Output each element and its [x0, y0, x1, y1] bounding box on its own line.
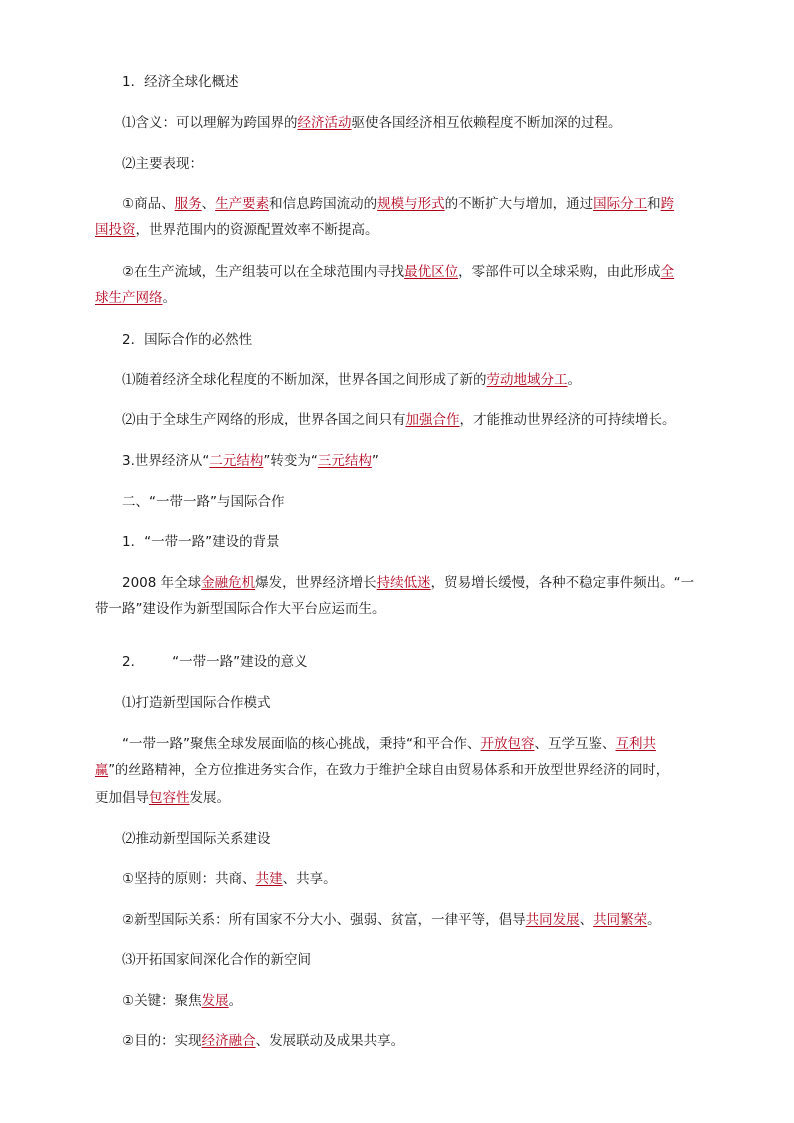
text: ②目的：实现: [122, 1033, 202, 1049]
keyword: 赢: [95, 763, 109, 778]
section-3-heading: [0, 451, 794, 471]
manifestation-1-line-2: [0, 220, 794, 240]
part-2-section-2-heading: [0, 652, 794, 672]
keyword: 共同繁荣: [593, 912, 648, 928]
significance-1-paragraph-line-3: [0, 788, 794, 808]
text: ”的丝路精神，全方位推进务实合作，在致力于维护全球自由贸易体系和开放型世界经济的同时，: [108, 763, 669, 778]
manifestation-2-line-1: [0, 262, 794, 282]
heading-number: 2．: [122, 654, 145, 670]
section-1-definition: [0, 113, 794, 133]
keyword: 劳动地域分工: [486, 372, 568, 388]
manifestation-1-line-1: [0, 194, 794, 214]
keyword: 跨: [660, 196, 675, 212]
text: 和: [647, 196, 661, 212]
text: ②新型国际关系：所有国家不分大小、强弱、贫富，一律平等，倡导: [122, 912, 526, 928]
keyword: 持续低迷: [376, 575, 431, 591]
text: 更加倡导: [95, 790, 149, 806]
text: ⑵推动新型国际关系建设: [122, 831, 271, 847]
text: 、: [201, 196, 216, 212]
keyword: 开放包容: [480, 736, 535, 752]
text: ”转变为“: [263, 453, 318, 469]
text: 2008 年全球: [122, 575, 202, 591]
background-paragraph-line-2: [0, 599, 794, 619]
keyword: 包容性: [149, 790, 190, 806]
text: ⑴含义：可以理解为跨国界的: [122, 115, 298, 131]
manifestation-2-line-2: [0, 288, 794, 308]
heading-text: 二、“一带一路”与国际合作: [122, 494, 285, 510]
significance-2-new-relations: [0, 910, 794, 930]
text: 、共享。: [282, 871, 337, 887]
keyword: 服务: [174, 196, 202, 212]
text: 3.世界经济从“: [122, 453, 210, 469]
heading-text: “一带一路”建设的意义: [172, 654, 308, 670]
keyword: 球生产网络: [95, 290, 163, 306]
keyword: 全: [660, 264, 675, 280]
keyword: 经济融合: [201, 1033, 256, 1049]
text: ①坚持的原则：共商、: [122, 871, 256, 887]
text: 。: [228, 993, 243, 1009]
text: ①关键：聚焦: [122, 993, 202, 1009]
text: ⑴随着经济全球化程度的不断加深，世界各国之间形成了新的: [122, 372, 487, 388]
text: 爆发，世界经济增长: [255, 575, 377, 591]
significance-3-heading: [0, 950, 794, 970]
section-2-point-2: [0, 410, 794, 430]
significance-2-principle: [0, 869, 794, 889]
text: ⑶开拓国家间深化合作的新空间: [122, 952, 311, 968]
text: ，贸易增长缓慢，各种不稳定事件频出。“一: [430, 575, 695, 591]
text: ⑴打造新型国际合作模式: [122, 695, 271, 711]
keyword: 规模与形式: [377, 196, 445, 212]
keyword: 三元结构: [317, 453, 372, 469]
text: ②在生产流域，生产组装可以在全球范围内寻找: [122, 264, 405, 280]
text: 。: [162, 290, 176, 306]
significance-1-heading: [0, 693, 794, 713]
text: 带一路”建设作为新型国际合作大平台应运而生。: [95, 601, 386, 617]
text: ⑵主要表现：: [122, 156, 203, 172]
text: 、发展联动及成果共享。: [255, 1033, 405, 1049]
heading-text: 1．“一带一路”建设的背景: [122, 534, 280, 550]
keyword: 国际分工: [593, 196, 648, 212]
section-2-point-1: [0, 370, 794, 390]
text: 。: [647, 912, 661, 928]
text: 、互学互鉴、: [534, 736, 616, 752]
keyword: 最优区位: [404, 264, 459, 280]
heading-text: 2．国际合作的必然性: [122, 332, 253, 348]
text: ，世界范围内的资源配置效率不断提高。: [135, 222, 379, 238]
part-2-section-1-heading: [0, 532, 794, 552]
text: ，才能推动世界经济的可持续增长。: [459, 412, 676, 428]
text: 。: [567, 372, 581, 388]
text: 和信息跨国流动的: [269, 196, 378, 212]
text: ①商品、: [122, 196, 175, 212]
significance-1-paragraph-line-2: [0, 761, 794, 781]
keyword: 金融危机: [201, 575, 256, 591]
keyword: 二元结构: [209, 453, 264, 469]
text: 发展。: [189, 790, 230, 806]
section-1-heading: [0, 72, 794, 92]
text: ”: [371, 453, 379, 469]
significance-1-paragraph-line-1: [0, 734, 794, 754]
section-1-main-manifestations-label: [0, 154, 794, 174]
keyword: 发展: [201, 993, 229, 1009]
section-2-heading: [0, 330, 794, 350]
background-paragraph-line-1: [0, 573, 794, 593]
text: 、: [579, 912, 594, 928]
keyword: 经济活动: [297, 115, 352, 131]
heading-text: 1．经济全球化概述: [122, 74, 239, 90]
keyword: 共同发展: [525, 912, 580, 928]
part-2-heading: [0, 492, 794, 512]
text: “一带一路”聚焦全球发展面临的核心挑战，秉持“和平合作、: [122, 736, 481, 752]
keyword: 加强合作: [405, 412, 460, 428]
keyword: 生产要素: [215, 196, 270, 212]
text: ⑵由于全球生产网络的形成，世界各国之间只有: [122, 412, 406, 428]
keyword: 互利共: [615, 736, 656, 752]
text: 驱使各国经济相互依赖程度不断加深的过程。: [351, 115, 622, 131]
keyword: 共建: [255, 871, 283, 887]
text: ，零部件可以全球采购，由此形成: [458, 264, 661, 280]
significance-2-heading: [0, 829, 794, 849]
significance-3-goal: [0, 1031, 794, 1051]
keyword: 国投资: [95, 222, 136, 238]
significance-3-key: [0, 991, 794, 1011]
text: 的不断扩大与增加，通过: [444, 196, 594, 212]
